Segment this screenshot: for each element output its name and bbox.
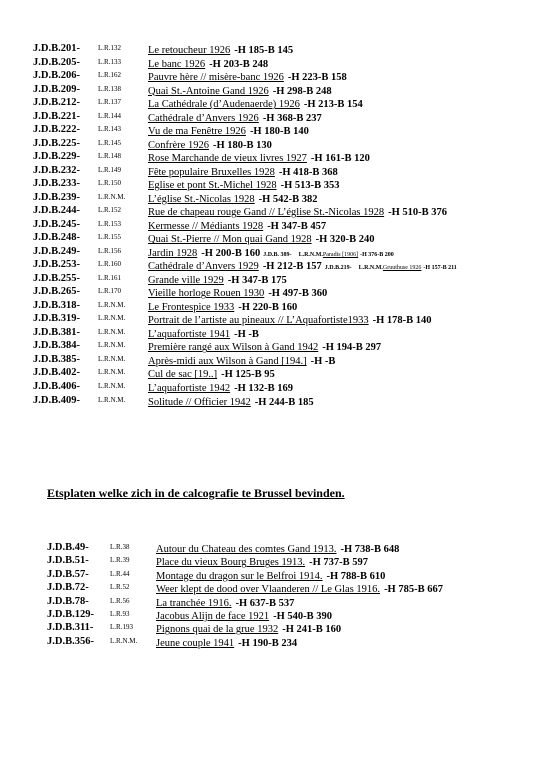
entry-dimensions: -H 180-B 130	[212, 139, 272, 151]
catalogue-number: J.D.B.245-	[33, 218, 80, 230]
entry-dimensions: -H 223-B 158	[287, 72, 347, 84]
lr-reference: L.R.193	[110, 623, 133, 632]
extra-lr-reference: L.R.N.M.	[298, 251, 323, 258]
entry-title: Le retoucheur 1926	[148, 45, 231, 56]
entry-title: Confrère 1926	[148, 139, 209, 151]
entry-dimensions: -H 298-B 248	[272, 85, 332, 97]
catalogue-number: J.D.B.249-	[33, 245, 80, 257]
entry-title: Portrait de l’artiste au pineaux // L’Aquafortiste1933	[148, 315, 369, 327]
extra-dimensions: -H 157-B 211	[423, 265, 457, 272]
catalogue-number: J.D.B.255-	[33, 272, 80, 284]
entry-dimensions: -H 220-B 160	[238, 301, 298, 313]
lr-reference: L.R.153	[98, 219, 121, 228]
lr-reference: L.R.N.M.	[98, 354, 126, 363]
entry-dimensions: -H 785-B 667	[384, 584, 443, 596]
entry-title: L’église St.-Nicolas 1928	[148, 193, 255, 205]
catalogue-number: J.D.B.406-	[33, 381, 80, 392]
catalogue-number: J.D.B.232-	[33, 164, 80, 176]
catalogue-number: J.D.B.221-	[33, 110, 80, 122]
catalogue-number: J.D.B.239-	[33, 191, 80, 203]
lr-reference: L.R.149	[98, 165, 121, 174]
entry-title: L’aquafortiste 1942	[148, 383, 231, 394]
catalogue-number: J.D.B.409-	[33, 394, 80, 406]
entry-title: Kermesse // Médiants 1928	[148, 220, 264, 232]
entry-dimensions: -H 125-B 95	[221, 369, 275, 381]
lr-reference: L.R.162	[98, 71, 121, 80]
entry-title: Rose Marchande de vieux livres 1927	[148, 153, 307, 165]
entry-title: Solitude // Officier 1942	[148, 396, 251, 408]
catalogue-number: J.D.B.233-	[33, 178, 80, 190]
lr-reference: L.R.N.M.	[98, 395, 126, 404]
lr-reference: L.R.156	[98, 246, 121, 255]
entry-title: Autour du Chateau des comtes Gand 1913.	[156, 544, 337, 555]
lr-reference: L.R.170	[98, 287, 121, 296]
extra-lr-reference: L.R.N.M.	[358, 265, 383, 272]
entry-dimensions: -H 320-B 240	[315, 234, 375, 246]
entry-dimensions: -H 132-B 169	[234, 383, 294, 394]
entry-title: Pauvre hère // misère-banc 1926	[148, 72, 284, 84]
entry-title: La Cathédrale (d’Audenaerde) 1926	[148, 99, 300, 111]
extra-dimensions: -H 376-B 200	[360, 251, 394, 258]
entry-dimensions: -H 190-B 234	[238, 637, 298, 649]
catalogue-number: J.D.B.253-	[33, 259, 80, 271]
catalogue-number: J.D.B.57-	[47, 568, 89, 580]
catalogue-number: J.D.B.356-	[47, 635, 94, 647]
lr-reference: L.R.56	[110, 596, 130, 605]
lr-reference: L.R.133	[98, 57, 121, 66]
entry-dimensions: -H 510-B 376	[388, 207, 448, 219]
entry-dimensions: -H 194-B 297	[322, 342, 382, 354]
entry-dimensions: -H 212-B 157	[262, 261, 322, 273]
catalogue-number: J.D.B.205-	[33, 56, 80, 68]
catalogue-number: J.D.B.129-	[47, 609, 94, 620]
lr-reference: L.R.148	[98, 152, 121, 161]
entry-dimensions: -H 185-B 145	[234, 45, 294, 56]
entry-dimensions: -H 213-B 154	[303, 99, 363, 111]
entry-dimensions: -H 241-B 160	[282, 624, 342, 636]
catalogue-number: J.D.B.78-	[47, 595, 89, 607]
entry-dimensions: -H -B	[310, 355, 336, 367]
entry-dimensions: -H 737-B 597	[309, 557, 369, 569]
entry-dimensions: -H 637-B 537	[235, 597, 295, 609]
lr-reference: L.R.N.M.	[98, 314, 126, 323]
lr-reference: L.R.N.M.	[98, 192, 126, 201]
extra-catalogue-number: J.D.B. 389-	[263, 251, 292, 258]
entry-title: Quai St.-Antoine Gand 1926	[148, 85, 269, 97]
lr-reference: L.R.93	[110, 610, 130, 618]
lr-reference: L.R.152	[98, 206, 121, 215]
catalogue-number: J.D.B.72-	[47, 582, 89, 594]
extra-catalogue-number: J.D.B.219-	[324, 265, 352, 272]
extra-title: Paradis [1906]	[322, 251, 359, 258]
entry-dimensions: -H -B	[234, 328, 259, 340]
entry-title: Rue de chapeau rouge Gand // L’église St.-Nicolas 1928	[148, 207, 385, 219]
catalogue-number: J.D.B.51-	[47, 555, 89, 567]
entry-title: Grande ville 1929	[148, 274, 224, 286]
entry-title: Première rangé aux Wilson à Gand 1942	[148, 342, 319, 354]
entry-dimensions: -H 418-B 368	[278, 166, 338, 178]
entry-title: Fête populaire Bruxelles 1928	[148, 166, 275, 178]
entry-title: Vieille horloge Rouen 1930	[148, 288, 265, 300]
catalogue-number: J.D.B.225-	[33, 137, 80, 149]
lr-reference: L.R.N.M.	[98, 341, 126, 350]
calcografie-heading: Etsplaten welke zich in de calcografie te Brussel bevinden.	[47, 486, 345, 500]
catalogue-number: J.D.B.319-	[33, 313, 80, 325]
entry-title: Le banc 1926	[148, 58, 206, 70]
lr-reference: L.R.161	[98, 273, 121, 282]
catalogue-number: J.D.B.318-	[33, 299, 80, 311]
lr-reference: L.R.N.M.	[110, 636, 138, 645]
entry-dimensions: -H 347-B 457	[267, 220, 327, 232]
lr-reference: L.R.145	[98, 138, 121, 147]
catalogue-number: J.D.B.222-	[33, 124, 80, 136]
entry-dimensions: -H 180-B 140	[249, 126, 309, 138]
catalogue-number: J.D.B.212-	[33, 97, 80, 109]
entry-title: Cathédrale d’Anvers 1926	[148, 112, 259, 124]
catalogue-number: J.D.B.206-	[33, 70, 80, 82]
lr-reference: L.R.150	[98, 179, 121, 188]
entry-dimensions: -H 200-B 160	[201, 247, 261, 259]
lr-reference: L.R.N.M.	[98, 300, 126, 309]
entry-title: Après-midi aux Wilson à Gand [194.]	[148, 355, 307, 367]
entry-title: Place du vieux Bourg Bruges 1913.	[156, 557, 306, 569]
catalogue-number: J.D.B.49-	[47, 542, 89, 553]
lr-reference: L.R.44	[110, 569, 130, 578]
entry-title: Vu de ma Fenêtre 1926	[148, 126, 246, 138]
entry-title: Pignons quai de la grue 1932	[156, 624, 279, 636]
entry-dimensions: -H 347-B 175	[227, 274, 287, 286]
lr-reference: L.R.39	[110, 556, 130, 565]
catalogue-number: J.D.B.381-	[33, 326, 80, 338]
lr-reference: L.R.143	[98, 125, 121, 134]
catalogue-number: J.D.B.384-	[33, 340, 80, 352]
entry-text	[148, 394, 314, 409]
lr-reference: L.R.132	[98, 44, 121, 52]
lr-reference: L.R.N.M.	[98, 368, 126, 377]
entry-title: Eglise et pont St.-Michel 1928	[148, 180, 277, 192]
entry-title: Jeune couple 1941	[156, 637, 235, 649]
entry-title: L’aquafortiste 1941	[148, 328, 231, 340]
lr-reference: L.R.160	[98, 260, 121, 269]
entry-dimensions: -H 203-B 248	[209, 58, 269, 70]
catalogue-number: J.D.B.248-	[33, 232, 80, 244]
entry-dimensions: -H 497-B 360	[268, 288, 328, 300]
lr-reference: L.R.137	[98, 98, 121, 107]
entry-title: Le Frontespice 1933	[148, 301, 235, 313]
entry-title: Montage du dragon sur le Belfroi 1914.	[156, 570, 323, 582]
entry-title: Cathédrale d’Anvers 1929	[148, 261, 259, 273]
lr-reference: L.R.144	[98, 111, 121, 120]
entry-dimensions: -H 738-B 648	[340, 544, 400, 555]
catalogue-number: J.D.B.229-	[33, 151, 80, 163]
entry-dimensions: -H 513-B 353	[280, 180, 340, 192]
lr-reference: L.R.52	[110, 583, 130, 592]
entry-dimensions: -H 788-B 610	[326, 570, 386, 582]
catalogue-number: J.D.B.265-	[33, 286, 80, 298]
entry-dimensions: -H 161-B 120	[310, 153, 370, 165]
entry-dimensions: -H 244-B 185	[254, 396, 314, 408]
entry-title: Weer klept de dood over Vlaanderen // Le Glas 1916.	[156, 584, 381, 596]
catalogue-number: J.D.B.311-	[47, 622, 94, 634]
entry-dimensions: -H 178-B 140	[372, 315, 432, 327]
catalogue-number: J.D.B.402-	[33, 367, 80, 379]
entry-dimensions: -H 540-B 390	[273, 611, 333, 622]
catalogue-number: J.D.B.244-	[33, 205, 80, 217]
entry-title: Quai St.-Pierre // Mon quai Gand 1928	[148, 234, 312, 246]
catalogue-number: J.D.B.201-	[33, 43, 80, 54]
entry-title: Jardin 1928	[148, 247, 198, 259]
lr-reference: L.R.138	[98, 84, 121, 93]
entry-dimensions: -H 542-B 382	[258, 193, 318, 205]
entry-title: Jacobus Alijn de face 1921	[156, 611, 270, 622]
lr-reference: L.R.N.M.	[98, 382, 126, 390]
entry-dimensions: -H 368-B 237	[262, 112, 322, 124]
lr-reference: L.R.155	[98, 233, 121, 242]
entry-title: Cul de sac [19..]	[148, 369, 218, 381]
catalogue-number: J.D.B.209-	[33, 83, 80, 95]
extra-title: Gruuthuse 1926	[382, 265, 422, 272]
entry-title: La tranchée 1916.	[156, 597, 232, 609]
lr-reference: L.R.N.M.	[98, 327, 126, 336]
lr-reference: L.R.38	[110, 543, 130, 551]
entry-text	[156, 635, 297, 650]
catalogue-number: J.D.B.385-	[33, 353, 80, 365]
